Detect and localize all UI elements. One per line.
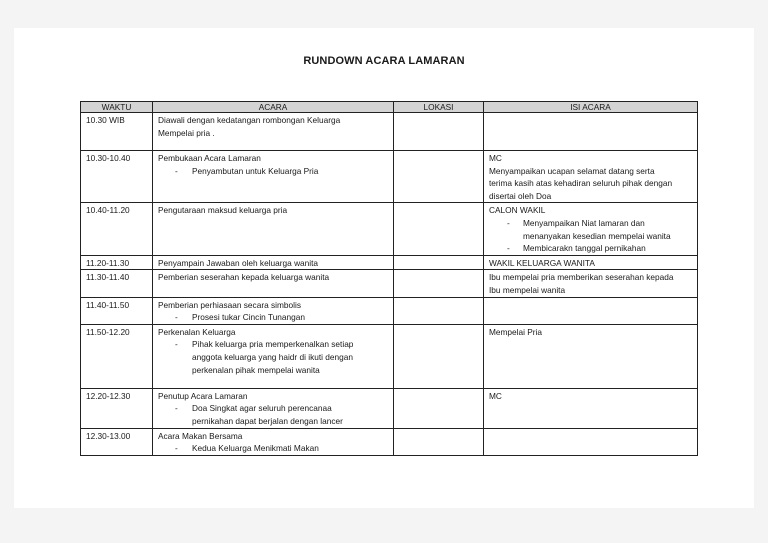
table-row — [81, 113, 698, 151]
acara-line: pernikahan dapat berjalan dengan lancer — [192, 415, 343, 426]
acara-bullet: - Penyambutan untuk Keluarga Pria — [175, 165, 319, 176]
cell-lokasi — [394, 113, 484, 151]
table-row — [81, 270, 698, 297]
acara-line: Pembukaan Acara Lamaran — [158, 153, 261, 163]
cell-waktu: 11.30-11.40 — [81, 270, 153, 297]
header-acara: ACARA — [153, 102, 394, 113]
cell-waktu: 10.40-11.20 — [81, 203, 153, 255]
isi-line: menanyakan kesedian mempelai wanita — [523, 230, 671, 241]
isi-line: Ibu mempelai pria memberikan seserahan kepada — [489, 272, 674, 283]
table-row — [81, 297, 698, 324]
acara-line: Pemberian perhiasaan secara simbolis — [158, 299, 301, 310]
rundown-table — [80, 101, 698, 456]
acara-line: Penyampain Jawaban oleh keluarga wanita — [158, 257, 319, 268]
cell-waktu: 11.40-11.50 — [81, 297, 153, 324]
cell-acara — [153, 151, 394, 203]
cell-acara — [153, 270, 394, 297]
cell-acara — [153, 255, 394, 270]
table-row — [81, 203, 698, 255]
cell-lokasi — [394, 297, 484, 324]
table-row — [81, 255, 698, 270]
cell-isi-acara — [484, 270, 698, 297]
isi-line: CALON WAKIL — [489, 205, 546, 216]
acara-line: Perkenalan Keluarga — [158, 326, 236, 337]
acara-line: Pengutaraan maksud keluarga pria — [158, 205, 288, 216]
cell-isi-acara — [484, 255, 698, 270]
cell-waktu: 10.30 WIB — [81, 113, 153, 151]
acara-line: anggota keluarga yang haidr di ikuti dengan — [192, 351, 353, 362]
header-waktu: WAKTU — [81, 102, 153, 113]
acara-line: Mempelai pria . — [158, 127, 215, 138]
cell-lokasi — [394, 428, 484, 455]
cell-acara — [153, 203, 394, 255]
cell-isi-acara — [484, 388, 698, 428]
cell-isi-acara — [484, 151, 698, 203]
acara-bullet: - Kedua Keluarga Menikmati Makan — [175, 443, 319, 454]
isi-bullet: - Menyampaikan Niat lamaran dan — [507, 217, 645, 228]
cell-acara — [153, 113, 394, 151]
table-header-row — [81, 102, 698, 113]
isi-line: WAKIL KELUARGA WANITA — [489, 257, 595, 268]
cell-acara — [153, 297, 394, 324]
isi-line: Menyampaikan ucapan selamat datang serta — [489, 165, 655, 176]
cell-lokasi — [394, 388, 484, 428]
isi-line: terima kasih atas kehadiran seluruh pihak dengan — [489, 178, 673, 189]
cell-isi-acara — [484, 203, 698, 255]
acara-line: perkenalan pihak mempelai wanita — [192, 364, 320, 375]
cell-waktu: 12.30-13.00 — [81, 428, 153, 455]
cell-acara — [153, 428, 394, 455]
cell-lokasi — [394, 255, 484, 270]
cell-lokasi — [394, 203, 484, 255]
isi-line: Mempelai Pria — [489, 326, 543, 337]
cell-waktu: 11.20-11.30 — [81, 255, 153, 270]
acara-bullet: - Doa Singkat agar seluruh perencanaa — [175, 403, 332, 414]
acara-line: Penutup Acara Lamaran — [158, 390, 248, 401]
isi-line: MC — [489, 153, 502, 163]
cell-waktu: 12.20-12.30 — [81, 388, 153, 428]
acara-bullet: - Pihak keluarga pria memperkenalkan setiap — [175, 339, 354, 350]
cell-lokasi — [394, 151, 484, 203]
header-isi-acara: ISI ACARA — [484, 102, 698, 113]
isi-line: disertai oleh Doa — [489, 190, 552, 201]
isi-bullet: - Membicarakn tanggal pernikahan — [507, 243, 646, 254]
isi-line: Ibu mempelai wanita — [489, 284, 566, 295]
cell-acara — [153, 324, 394, 388]
table-row — [81, 151, 698, 203]
table-row — [81, 388, 698, 428]
cell-acara — [153, 388, 394, 428]
acara-line: Acara Makan Bersama — [158, 430, 243, 441]
header-lokasi: LOKASI — [394, 102, 484, 113]
acara-bullet: - Prosesi tukar Cincin Tunangan — [175, 312, 305, 323]
cell-waktu: 10.30-10.40 — [81, 151, 153, 203]
cell-lokasi — [394, 324, 484, 388]
cell-isi-acara — [484, 428, 698, 455]
table-row — [81, 324, 698, 388]
document-page — [14, 28, 754, 508]
cell-lokasi — [394, 270, 484, 297]
cell-waktu: 11.50-12.20 — [81, 324, 153, 388]
isi-line: MC — [489, 390, 502, 401]
cell-isi-acara — [484, 113, 698, 151]
cell-isi-acara — [484, 324, 698, 388]
document-title: RUNDOWN ACARA LAMARAN — [303, 55, 465, 67]
table-row — [81, 428, 698, 455]
acara-line: Pemberian seserahan kepada keluarga wanita — [158, 272, 330, 283]
cell-isi-acara — [484, 297, 698, 324]
acara-line: Diawali dengan kedatangan rombongan Keluarga — [158, 115, 341, 125]
